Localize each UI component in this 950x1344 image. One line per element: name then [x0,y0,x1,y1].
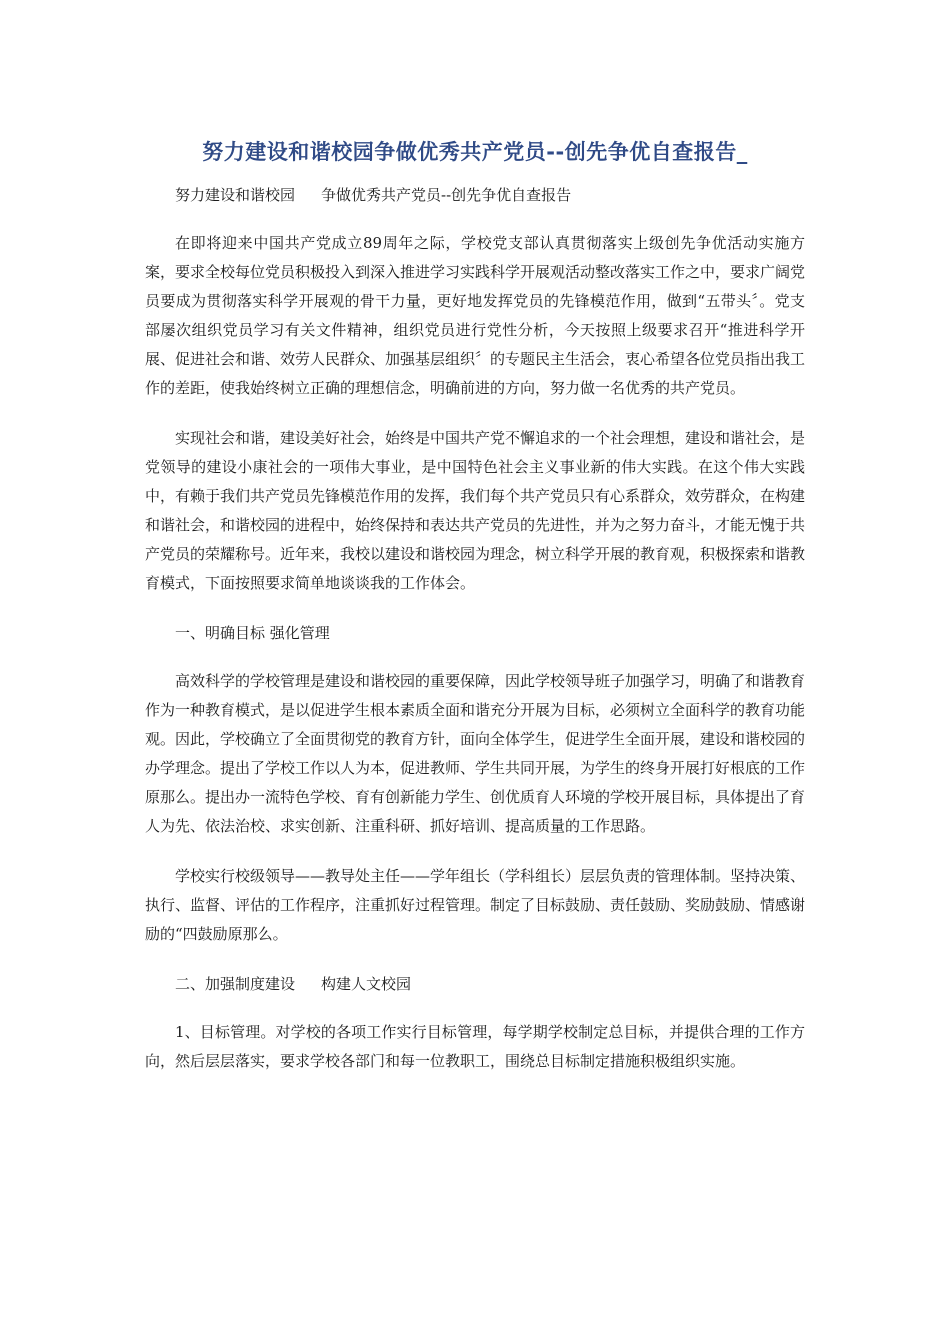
section-heading-1: 一、明确目标 强化管理 [175,624,330,642]
paragraph-management: 高效科学的学校管理是建设和谐校园的重要保障，因此学校领导班子加强学习，明确了和谐教育作为一种教育模式，是以促进学生根本素质全面和谐充分开展为目标，必须树立全面科学的教育功能观。因此，学校确立了全面贯彻党的教育方针，面向全体学生，促进学生全面开展，建设和谐校园的办学理念。提出了学校工作以人为本，促进教师、学生共同开展，为学生的终身开展打好根底的工作原那么。提出办一流特色学校、育有创新能力学生、创优质育人环境的学校开展目标，具体提出了育人为先、依法治校、求实创新、注重科研、抓好培训、提高质量的工作思路。 [145,672,806,835]
document-subtitle [145,181,805,210]
subtitle-part-1: 努力建设和谐校园 [175,186,296,204]
paragraph-leadership: 学校实行校级领导——教导处主任——学年组长（学科组长）层层负责的管理体制。坚持决策、执行、监督、评估的工作程序，注重抓好过程管理。制定了目标鼓励、责任鼓励、奖励鼓励、情感谢励的“四鼓励原那么。 [145,867,806,943]
paragraph-intro: 在即将迎来中国共产党成立89周年之际，学校党支部认真贯彻落实上级创先争优活动实施方案，要求全校每位党员积极投入到深入推进学习实践科学开展观活动整改落实工作之中，要求广阔党员要成为贯彻落实科学开展观的骨干力量，更好地发挥党员的先锋模范作用，做到“五带头〞。党支部屡次组织党员学习有关文件精神，组织党员进行党性分析，今天按照上级要求召开“推进科学开展、促进社会和谐、效劳人民群众、加强基层组织〞的专题民主生活会，衷心希望各位党员指出我工作的差距，使我始终树立正确的理想信念，明确前进的方向，努力做一名优秀的共产党员。 [145,234,806,397]
subtitle-part-2: 争做优秀共产党员--创先争优自查报告 [321,186,572,204]
heading-2-part-2: 构建人文校园 [321,975,412,993]
section-heading-2 [145,970,805,999]
document-title: 努力建设和谐校园争做优秀共产党员--创先争优自查报告_ [202,140,748,164]
document-body [145,181,805,1097]
paragraph-target-management: 1、目标管理。对学校的各项工作实行目标管理，每学期学校制定总目标，并提供合理的工作方向，然后层层落实，要求学校各部门和每一位教职工，围绕总目标制定措施积极组织实施。 [145,1023,805,1070]
paragraph-harmony: 实现社会和谐，建设美好社会，始终是中国共产党不懈追求的一个社会理想，建设和谐社会，是党领导的建设小康社会的一项伟大事业，是中国特色社会主义事业新的伟大实践。在这个伟大实践中，有赖于我们共产党员先锋模范作用的发挥，我们每个共产党员只有心系群众，效劳群众，在构建和谐社会，和谐校园的进程中，始终保持和表达共产党员的先进性，并为之努力奋斗，才能无愧于共产党员的荣耀称号。近年来，我校以建设和谐校园为理念，树立科学开展的教育观，积极探索和谐教育模式，下面按照要求简单地谈谈我的工作体会。 [145,429,806,592]
heading-2-part-1: 二、加强制度建设 [175,975,296,993]
